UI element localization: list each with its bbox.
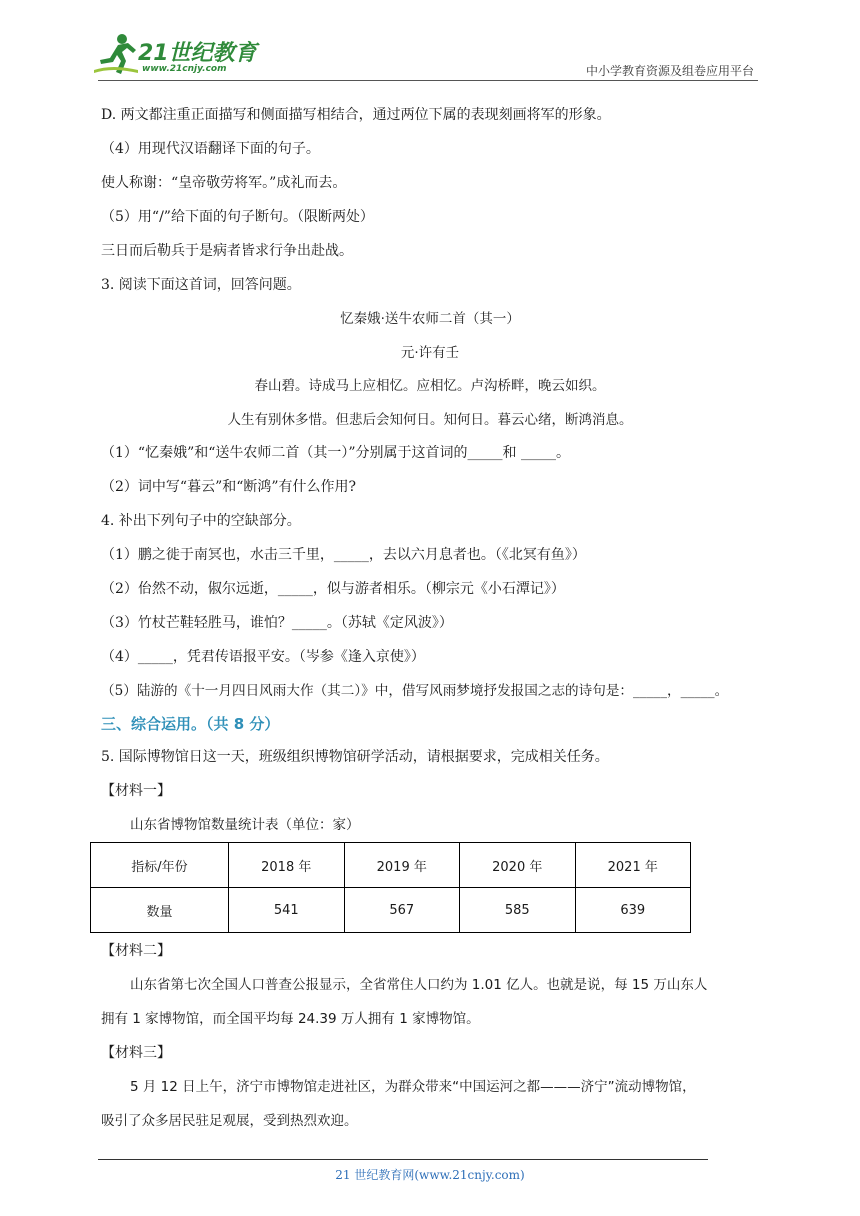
footer-divider: [98, 1159, 708, 1160]
question-4-heading: 4. 补出下列句子中的空缺部分。: [101, 513, 301, 529]
question-4-translate: （4）用现代汉语翻译下面的句子。: [101, 141, 320, 157]
option-d: D. 两文都注重正面描写和侧面描写相结合，通过两位下属的表现刻画将军的形象。: [101, 107, 611, 123]
question-5-heading: 5. 国际博物馆日这一天，班级组织博物馆研学活动，请根据要求，完成相关任务。: [101, 749, 609, 765]
page-header: [0, 0, 860, 90]
table-header-cell: 2018 年: [229, 843, 345, 888]
material-3-line-2: 吸引了众多居民驻足观展，受到热烈欢迎。: [101, 1113, 358, 1129]
museum-count-table: [90, 842, 691, 933]
section-3-heading: 三、综合运用。（共 8 分）: [101, 715, 280, 733]
table-header-row: [91, 843, 691, 888]
material-1-label: 【材料一】: [101, 783, 171, 799]
material-3-line-1: 5 月 12 日上午，济宁市博物馆走进社区，为群众带来“中国运河之都———济宁”流动博物馆，: [130, 1079, 696, 1095]
header-divider: [98, 80, 758, 81]
brand-name: 21世纪教育: [138, 41, 257, 66]
table-header-cell: 2019 年: [344, 843, 460, 888]
table-cell: 541: [229, 888, 345, 933]
question-4-1: （1）鹏之徙于南冥也，水击三千里，_____，去以六月息者也。（《北冥有鱼》）: [101, 547, 586, 563]
sentence-to-translate: 使人称谢：“皇帝敬劳将军。”成礼而去。: [101, 175, 347, 191]
poem-title: 忆秦娥·送牛农师二首（其一）: [340, 311, 520, 327]
question-5-punctuate: （5）用“/”给下面的句子断句。（限断两处）: [101, 209, 374, 225]
table-header-cell: 2020 年: [460, 843, 576, 888]
sentence-to-punctuate: 三日而后勒兵于是病者皆求行争出赴战。: [101, 243, 353, 259]
table-header-cell: 指标/年份: [91, 843, 229, 888]
site-logo: [92, 30, 262, 80]
platform-title: 中小学教育资源及组卷应用平台: [585, 64, 754, 78]
table-cell: 数量: [91, 888, 229, 933]
question-4-3: （3）竹杖芒鞋轻胜马，谁怕？_____。（苏轼《定风波》）: [101, 615, 453, 631]
question-3-1: （1）“忆秦娥”和“送牛农师二首（其一）”分别属于这首词的_____和 _____。: [101, 445, 570, 461]
runner-icon: [92, 30, 140, 78]
poem-author: 元·许有壬: [400, 345, 460, 361]
table-caption: 山东省博物馆数量统计表（单位：家）: [130, 817, 360, 833]
poem-line-1: 春山碧。诗成马上应相忆。应相忆。卢沟桥畔，晚云如织。: [254, 378, 606, 394]
question-3-2: （2）词中写“暮云”和“断鸿”有什么作用?: [101, 479, 357, 495]
table-cell: 567: [344, 888, 460, 933]
table-header-cell: 2021 年: [575, 843, 691, 888]
material-2-line-2: 拥有 1 家博物馆，而全国平均每 24.39 万人拥有 1 家博物馆。: [101, 1011, 480, 1027]
material-3-label: 【材料三】: [101, 1045, 171, 1061]
question-3-heading: 3. 阅读下面这首词，回答问题。: [101, 277, 301, 293]
question-4-2: （2）佁然不动，俶尔远逝，_____，似与游者相乐。（柳宗元《小石潭记》）: [101, 581, 565, 597]
material-2-label: 【材料二】: [101, 943, 171, 959]
table-cell: 639: [575, 888, 691, 933]
question-4-5: （5）陆游的《十一月四日风雨大作（其二）》中，借写风雨梦境抒发报国之志的诗句是：_____，_____。: [101, 683, 729, 699]
poem-line-2: 人生有别休多惜。但悲后会知何日。知何日。暮云心绪，断鸿消息。: [227, 412, 633, 428]
material-2-line-1: 山东省第七次全国人口普查公报显示，全省常住人口约为 1.01 亿人。也就是说，每 15 万山东人: [130, 977, 708, 993]
table-row: [91, 888, 691, 933]
footer-link[interactable]: 21 世纪教育网(www.21cnjy.com): [335, 1168, 525, 1182]
brand-url: www.21cnjy.com: [142, 64, 227, 74]
table-cell: 585: [460, 888, 576, 933]
question-4-4: （4）_____，凭君传语报平安。（岑参《逢入京使》）: [101, 649, 425, 665]
